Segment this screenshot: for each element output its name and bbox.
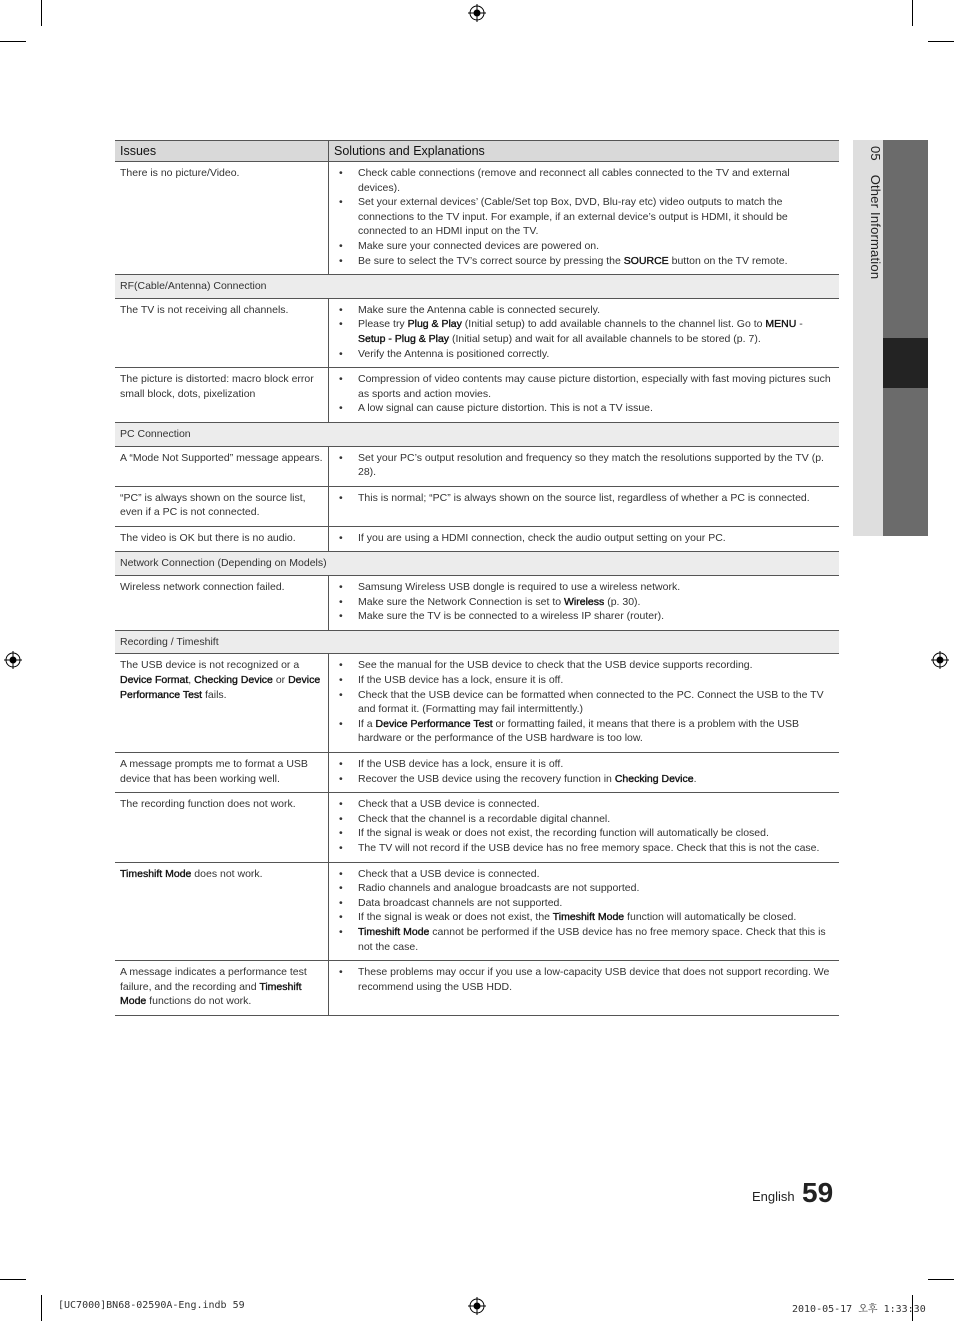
solution-list xyxy=(334,580,833,624)
issue-cell: The picture is distorted: macro block error small block, dots, pixelization xyxy=(115,368,329,423)
solution-list xyxy=(334,451,833,480)
solution-cell xyxy=(329,753,840,793)
list-item: • Radio channels and analogue broadcasts are not supported. xyxy=(334,881,833,896)
footer-language: English xyxy=(752,1189,795,1204)
list-item: • If a Device Performance Test or formatting failed, it means that there is a problem with the USB hardware or the performance of the USB hardware is too low. xyxy=(334,717,833,746)
chapter-label xyxy=(868,146,883,279)
solution-list xyxy=(334,303,833,361)
list-item: • Set your PC’s output resolution and frequency so they match the resolutions supported by the TV (p. 28). xyxy=(334,451,833,480)
list-item: • Make sure the Antenna cable is connected securely. xyxy=(334,303,833,318)
list-item: • Check that a USB device is connected. xyxy=(334,867,833,882)
registration-mark-icon xyxy=(468,1297,486,1315)
solution-cell xyxy=(329,576,840,631)
solution-cell xyxy=(329,793,840,862)
table-row xyxy=(115,862,839,961)
header-solutions: Solutions and Explanations xyxy=(329,141,840,162)
chapter-tab-indicator xyxy=(883,338,928,388)
list-item: • Samsung Wireless USB dongle is required to use a wireless network. xyxy=(334,580,833,595)
issue-cell: The recording function does not work. xyxy=(115,793,329,862)
chapter-title: Other Information xyxy=(868,174,883,280)
section-row xyxy=(115,630,839,654)
issue-cell: A message prompts me to format a USB device that has been working well. xyxy=(115,753,329,793)
solution-cell xyxy=(329,862,840,961)
registration-mark-icon xyxy=(4,651,22,669)
list-item: • Make sure the Network Connection is set to Wireless (p. 30). xyxy=(334,595,833,610)
list-item: • Check that the USB device can be formatted when connected to the PC. Connect the USB to the TV and format it. (Formatting may fail intermittently.) xyxy=(334,688,833,717)
issue-cell: The USB device is not recognized or a Device Format, Checking Device or Device Performance Test fails. xyxy=(115,654,329,753)
list-item: • Please try Plug & Play (Initial setup) to add available channels to the channel list. Go to MENU - Setup - Plug & Play (Initial setup) and wait for all available channels to be stored (p. 7). xyxy=(334,317,833,346)
table-row xyxy=(115,298,839,367)
list-item: • Be sure to select the TV’s correct source by pressing the SOURCE button on the TV remote. xyxy=(334,254,833,269)
table-row xyxy=(115,526,839,552)
table-row xyxy=(115,368,839,423)
issue-cell: There is no picture/Video. xyxy=(115,162,329,275)
solution-cell xyxy=(329,526,840,552)
list-item: • Check cable connections (remove and reconnect all cables connected to the TV and external devices). xyxy=(334,166,833,195)
list-item: • This is normal; “PC” is always shown on the source list, regardless of whether a PC is connected. xyxy=(334,491,833,506)
solution-cell xyxy=(329,654,840,753)
solution-list xyxy=(334,658,833,746)
list-item: • If the signal is weak or does not exist, the recording function will automatically be closed. xyxy=(334,826,833,841)
imprint-file: [UC7000]BN68-02590A-Eng.indb 59 xyxy=(58,1300,245,1311)
table-row xyxy=(115,162,839,275)
issue-cell: The TV is not receiving all channels. xyxy=(115,298,329,367)
troubleshooting-table xyxy=(115,140,839,1016)
table-row xyxy=(115,961,839,1016)
issue-cell: A message indicates a performance test failure, and the recording and Timeshift Mode functions do not work. xyxy=(115,961,329,1016)
crop-mark xyxy=(0,1279,26,1280)
registration-mark-icon xyxy=(468,4,486,22)
issue-cell: Timeshift Mode does not work. xyxy=(115,862,329,961)
list-item: • Make sure your connected devices are powered on. xyxy=(334,239,833,254)
issue-cell: The video is OK but there is no audio. xyxy=(115,526,329,552)
solution-cell xyxy=(329,162,840,275)
table-body xyxy=(115,162,839,1016)
registration-mark-icon xyxy=(931,651,949,669)
list-item: • Set your external devices’ (Cable/Set top Box, DVD, Blu-ray etc) video outputs to match the connections to the TV input. For example, if an external device’s output is HDMI, it should be connected to an HDMI input on the TV. xyxy=(334,195,833,239)
list-item: • Check that a USB device is connected. xyxy=(334,797,833,812)
table-row xyxy=(115,654,839,753)
list-item: • Timeshift Mode cannot be performed if the USB device has no free memory space. Check that this is not the case. xyxy=(334,925,833,954)
crop-mark xyxy=(912,0,913,26)
list-item: • If the signal is weak or does not exist, the Timeshift Mode function will automatically be closed. xyxy=(334,910,833,925)
section-label: Recording / Timeshift xyxy=(115,630,839,654)
list-item: • Check that the channel is a recordable digital channel. xyxy=(334,812,833,827)
chapter-tab-bar xyxy=(883,140,928,338)
header-issues: Issues xyxy=(115,141,329,162)
list-item: • A low signal can cause picture distortion. This is not a TV issue. xyxy=(334,401,833,416)
list-item: • If the USB device has a lock, ensure it is off. xyxy=(334,757,833,772)
issue-cell: Wireless network connection failed. xyxy=(115,576,329,631)
section-label: RF(Cable/Antenna) Connection xyxy=(115,275,839,299)
list-item: • Make sure the TV is be connected to a wireless IP sharer (router). xyxy=(334,609,833,624)
list-item: • See the manual for the USB device to check that the USB device supports recording. xyxy=(334,658,833,673)
section-row xyxy=(115,422,839,446)
solution-cell xyxy=(329,446,840,486)
crop-mark xyxy=(928,1279,954,1280)
solution-list xyxy=(334,166,833,268)
table-row xyxy=(115,753,839,793)
solution-list xyxy=(334,491,833,506)
imprint-datetime: 2010-05-17 오후 1:33:30 xyxy=(792,1304,926,1315)
crop-mark xyxy=(41,1295,42,1321)
list-item: • If you are using a HDMI connection, check the audio output setting on your PC. xyxy=(334,531,833,546)
issue-cell: A “Mode Not Supported” message appears. xyxy=(115,446,329,486)
crop-mark xyxy=(41,0,42,26)
list-item: • Data broadcast channels are not supported. xyxy=(334,896,833,911)
solution-list xyxy=(334,965,833,994)
solution-list xyxy=(334,757,833,786)
solution-cell xyxy=(329,368,840,423)
list-item: • These problems may occur if you use a low-capacity USB device that does not support recording. We recommend using the USB HDD. xyxy=(334,965,833,994)
section-label: PC Connection xyxy=(115,422,839,446)
list-item: • The TV will not record if the USB device has no free memory space. Check that this is not the case. xyxy=(334,841,833,856)
list-item: • Compression of video contents may cause picture distortion, especially with fast moving pictures such as sports and action movies. xyxy=(334,372,833,401)
table-row xyxy=(115,486,839,526)
chapter-tab-bar xyxy=(883,388,928,536)
section-row xyxy=(115,275,839,299)
chapter-number: 05 xyxy=(868,146,883,161)
crop-mark xyxy=(928,41,954,42)
solution-list xyxy=(334,372,833,416)
table-row xyxy=(115,446,839,486)
solution-cell xyxy=(329,298,840,367)
table-header-row xyxy=(115,141,839,162)
solution-cell xyxy=(329,961,840,1016)
solution-list xyxy=(334,531,833,546)
table-row xyxy=(115,576,839,631)
table-row xyxy=(115,793,839,862)
page-number: 59 xyxy=(802,1177,834,1208)
list-item: • Recover the USB device using the recovery function in Checking Device. xyxy=(334,772,833,787)
section-row xyxy=(115,552,839,576)
list-item: • If the USB device has a lock, ensure it is off. xyxy=(334,673,833,688)
solution-list xyxy=(334,797,833,855)
section-label: Network Connection (Depending on Models) xyxy=(115,552,839,576)
list-item: • Verify the Antenna is positioned correctly. xyxy=(334,347,833,362)
issue-cell: “PC” is always shown on the source list, even if a PC is not connected. xyxy=(115,486,329,526)
crop-mark xyxy=(0,41,26,42)
solution-cell xyxy=(329,486,840,526)
solution-list xyxy=(334,867,833,955)
